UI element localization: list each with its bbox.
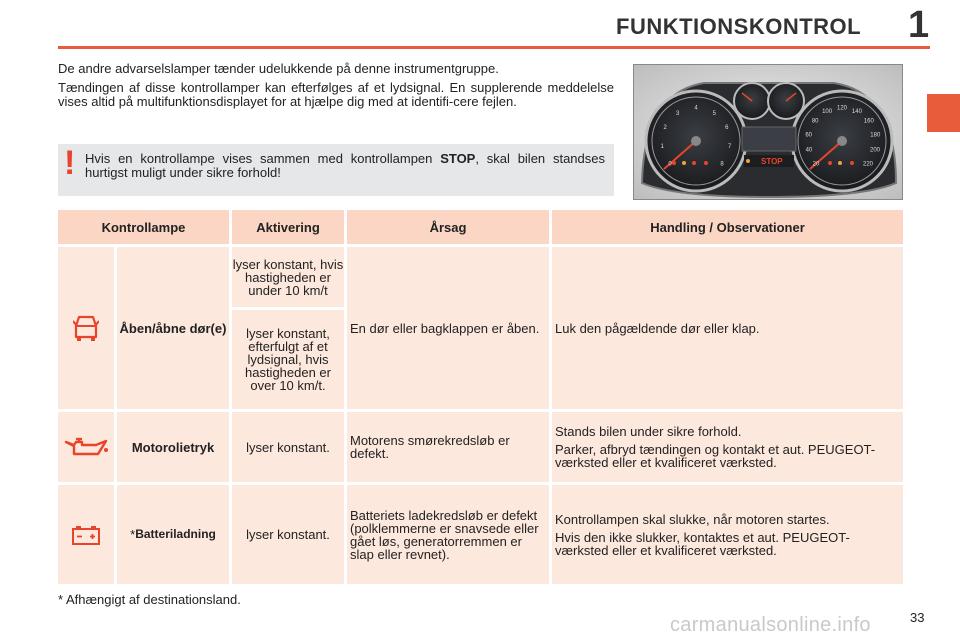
header-rule <box>58 46 930 49</box>
speedometer <box>792 91 892 191</box>
footnote-star: * <box>130 527 136 542</box>
table-row-oil-handling <box>552 412 903 482</box>
page-number: 33 <box>910 610 925 625</box>
table-row-oil-handling-2: Parker, afbryd tændingen og kontakt et aut. PEUGEOT-værksted eller et kvalificeret værksted. <box>555 442 876 470</box>
car-door-open-icon <box>73 313 99 343</box>
table-row-oil-icon-cell <box>58 412 114 482</box>
warning-text <box>85 152 605 180</box>
warning-text-part: Hvis en kontrollampe vises sammen med kontrollampen <box>85 151 441 166</box>
table-row-battery-name-cell <box>117 485 229 584</box>
exclamation-icon: ! <box>64 144 76 182</box>
intro-paragraph-1: De andre advarselslamper tænder udelukkende på denne instrumentgruppe. <box>58 61 499 76</box>
table-row-oil-name: Motorolietryk <box>117 412 229 482</box>
table-row-battery-icon-cell <box>58 485 114 584</box>
table-row-door-name: Åben/åbne dør(e) <box>117 247 229 409</box>
dial-tick-label: 100 <box>822 108 833 115</box>
dial-tick-label: 8 <box>720 161 724 168</box>
table-row-battery-activation: lyser konstant. <box>232 485 344 584</box>
table-row-battery-name: Batteriladning <box>135 527 216 541</box>
page-title: FUNKTIONSKONTROL <box>616 14 862 39</box>
table-row-door-activation-b: lyser konstant, efterfulgt af et lydsignal, hvis hastigheden er over 10 km/t. <box>232 310 344 409</box>
table-row-battery-handling <box>552 485 903 584</box>
table-row-oil-cause: Motorens smørekredsløb er defekt. <box>347 412 549 482</box>
table-row-door-handling: Luk den pågældende dør eller klap. <box>552 247 903 409</box>
dial-tick-label: 120 <box>836 105 848 112</box>
dial-tick-label: 2 <box>663 125 667 132</box>
battery-icon <box>71 524 101 546</box>
dial-tick-label: 60 <box>805 132 813 139</box>
oil-can-icon <box>64 436 108 458</box>
table-row-battery-cause: Batteriets ladekredsløb er defekt (polklemmerne er snavsede eller gået løs, generatorremmen er slap eller revnet). <box>347 485 549 584</box>
dial-tick-label: 160 <box>863 118 874 125</box>
dial-tick-label: 200 <box>869 147 881 154</box>
table-row-door-activation-a: lyser konstant, hvis hastigheden er under 10 km/t <box>232 247 344 307</box>
table-row-oil-handling-1: Stands bilen under sikre forhold. <box>555 424 742 439</box>
instrument-cluster-image <box>633 64 903 200</box>
warning-stop-word: STOP <box>440 151 476 166</box>
dial-tick-label: 3 <box>676 110 680 117</box>
warning-text-part: , skal bilen standses hurtigst muligt under sikre forhold! <box>85 151 605 180</box>
dial-tick-label: 20 <box>812 161 820 168</box>
dial-tick-label: 80 <box>811 118 819 125</box>
table-row-battery-handling-2: Hvis den ikke slukker, kontaktes et aut. PEUGEOT-værksted eller et kvalificeret værksted. <box>555 529 850 558</box>
instrument-cluster-illustration <box>634 65 903 200</box>
dial-tick-label: 180 <box>870 132 881 139</box>
col-header-cause: Årsag <box>347 210 549 244</box>
intro-paragraph-2: Tændingen af disse kontrollamper kan efterfølges af et lydsignal. En supplerende meddelelse vises altid på multifunktionsdisplayet for at hjælpe dig med at identifi-cere fejlen. <box>58 80 614 109</box>
table-row-oil-activation: lyser konstant. <box>232 412 344 482</box>
dial-tick-label: 0 <box>668 161 672 168</box>
dial-tick-label: 6 <box>725 125 729 132</box>
dial-tick-label: 1 <box>660 143 664 150</box>
table-row-door-cause: En dør eller bagklappen er åben. <box>347 247 549 409</box>
cluster-stop-label: STOP <box>761 157 783 166</box>
dial-tick-label: 220 <box>862 161 874 168</box>
watermark: carmanualsonline.info <box>670 614 871 636</box>
footnote: * Afhængigt af destinationsland. <box>58 592 241 607</box>
dial-tick-label: 7 <box>728 143 732 150</box>
warning-box <box>58 144 614 196</box>
dial-tick-label: 4 <box>694 105 698 112</box>
chapter-side-tab <box>927 94 960 132</box>
tachometer <box>646 91 746 191</box>
table-row-door-icon-cell <box>58 247 114 409</box>
col-header-lamp: Kontrollampe <box>58 210 229 244</box>
table-row-battery-handling-1: Kontrollampen skal slukke, når motoren startes. <box>555 511 830 527</box>
chapter-number: 1 <box>908 4 930 46</box>
dial-tick-label: 140 <box>851 108 862 115</box>
col-header-handling: Handling / Observationer <box>552 210 903 244</box>
col-header-activation: Aktivering <box>232 210 344 244</box>
intro-text <box>58 62 614 114</box>
dial-tick-label: 40 <box>805 147 813 154</box>
dial-tick-label: 5 <box>712 110 716 117</box>
